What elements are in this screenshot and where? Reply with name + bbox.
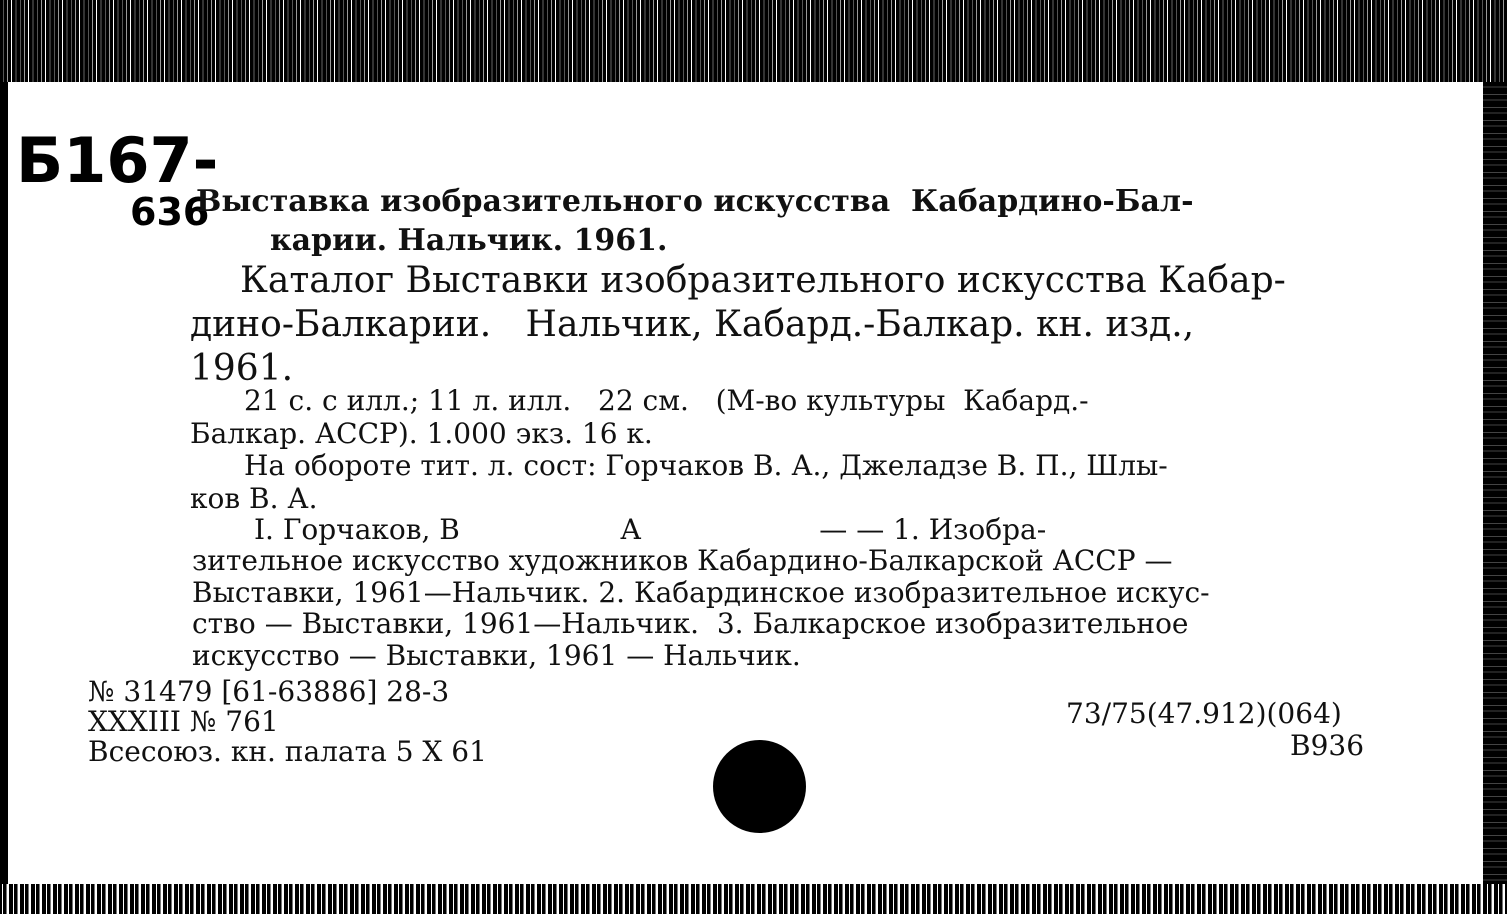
heading-line-1: Выставка изобразительного искусства Кабардино-Бал- bbox=[196, 184, 1194, 219]
author-mark: В936 bbox=[1290, 729, 1365, 762]
subjects-line-4: ство — Выставки, 1961—Нальчик. 3. Балкарское изобразительное bbox=[192, 607, 1189, 640]
microfilm-right-border bbox=[1483, 82, 1507, 884]
shelfmark-handwritten: Б167- bbox=[16, 124, 219, 197]
note-line-1: На обороте тит. л. сост: Горчаков В. А., Джеладзе В. П., Шлы- bbox=[244, 449, 1168, 482]
title-line-1: Каталог Выставки изобразительного искусства Кабар- bbox=[240, 260, 1286, 301]
title-line-3: 1961. bbox=[190, 348, 294, 389]
series-number: XXXIII № 761 bbox=[88, 705, 279, 738]
subjects-line-1: I. Горчаков, В А — — 1. Изобра- bbox=[254, 513, 1047, 546]
heading-line-2: карии. Нальчик. 1961. bbox=[270, 223, 668, 258]
record-number: № 31479 [61-63886] 28-3 bbox=[88, 675, 450, 708]
collation-line-2: Балкар. АССР). 1.000 экз. 16 к. bbox=[190, 417, 653, 450]
classification-code: 73/75(47.912)(064) bbox=[1066, 697, 1342, 730]
microfilm-top-border bbox=[0, 0, 1507, 82]
microfilm-bottom-border bbox=[0, 884, 1507, 914]
book-chamber-stamp: Всесоюз. кн. палата 5 X 61 bbox=[88, 735, 487, 768]
subjects-line-2: зительное искусство художников Кабардино-Балкарской АССР — bbox=[192, 544, 1173, 577]
note-line-2: ков В. А. bbox=[190, 482, 318, 515]
title-line-2: дино-Балкарии. Нальчик, Кабард.-Балкар. кн. изд., bbox=[190, 304, 1195, 345]
subjects-line-5: искусство — Выставки, 1961 — Нальчик. bbox=[192, 639, 801, 672]
card-punch-hole bbox=[713, 740, 806, 833]
collation-line-1: 21 с. с илл.; 11 л. илл. 22 см. (М-во культуры Кабард.- bbox=[244, 384, 1089, 417]
shelfmark-number: 636 bbox=[130, 190, 210, 234]
microfilm-left-border bbox=[0, 82, 8, 884]
subjects-line-3: Выставки, 1961—Нальчик. 2. Кабардинское изобразительное искус- bbox=[192, 576, 1210, 609]
